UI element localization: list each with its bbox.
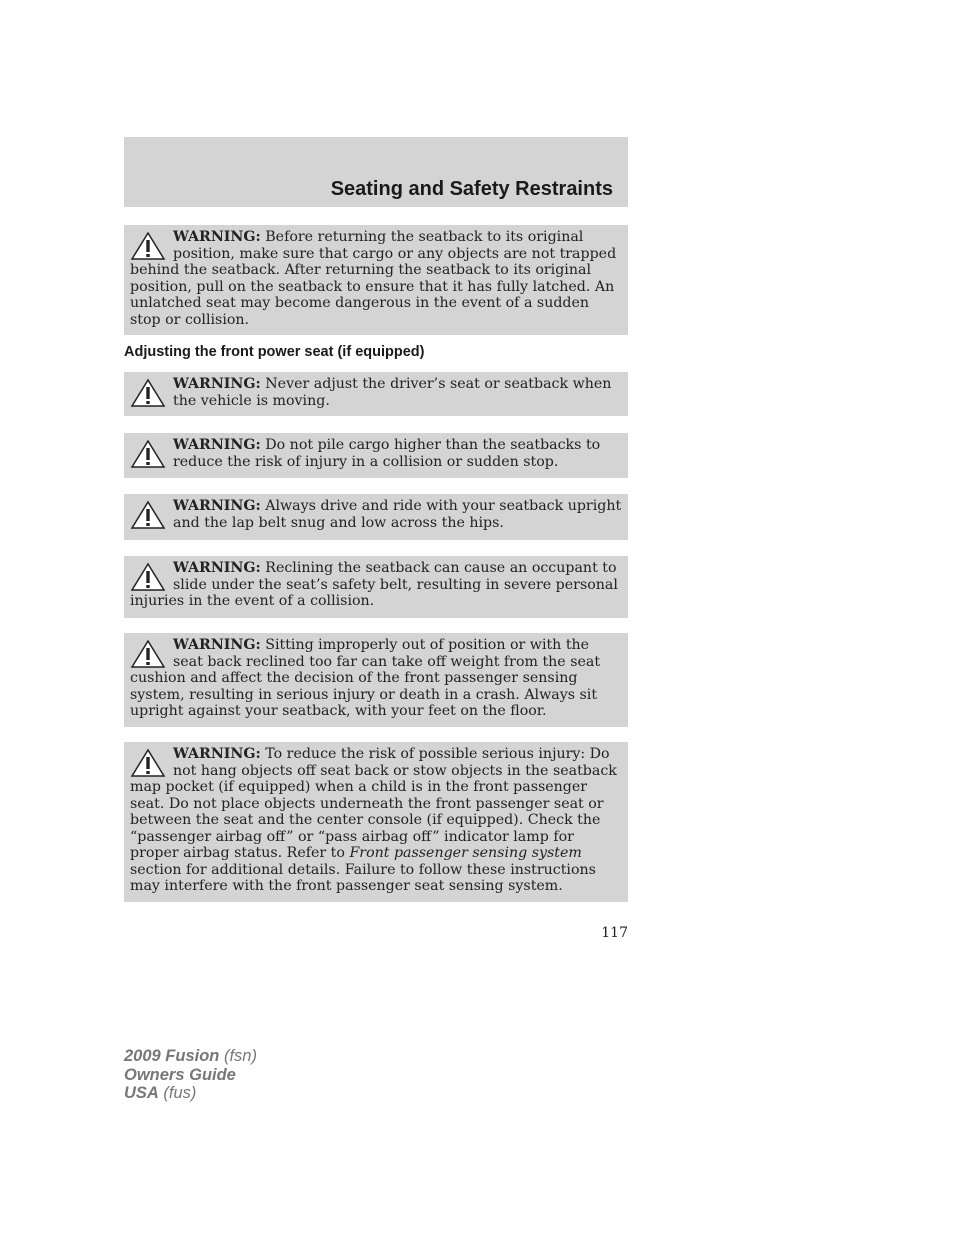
warning-triangle-icon (130, 378, 166, 408)
warning-triangle-icon (130, 748, 166, 778)
warning-box-reclining (124, 556, 628, 618)
section-heading: Adjusting the front power seat (if equipped) (124, 344, 425, 360)
warning-label: WARNING: (173, 746, 261, 762)
warning-label: WARNING: (173, 637, 261, 653)
warning-label: WARNING: (173, 498, 261, 514)
warning-text: Do not pile cargo higher than the seatbacks to reduce the risk of injury in a collision or sudden stop. (173, 437, 601, 470)
warning-text: Before returning the seatback to its original position, make sure that cargo or any objects are not trapped behind the seatback. After returning the seatback to its original position, pull on the seatback to ensure that it has fully latched. An unlatched seat may become dangerous in the event of a sudden stop or collision. (130, 229, 617, 328)
warning-label: WARNING: (173, 376, 261, 392)
warning-text: Sitting improperly out of position or with the seat back reclined too far can take off weight from the seat cushion and affect the decision of the front passenger sensing system, resulting in serious injury or death in a crash. Always sit upright against your seatback, with your feet on the floor. (130, 637, 601, 719)
warning-label: WARNING: (173, 560, 261, 576)
warning-text: Never adjust the driver’s seat or seatback when the vehicle is moving. (173, 376, 612, 409)
warning-triangle-icon (130, 639, 166, 669)
footer-line-model: 2009 Fusion (fsn) (124, 1047, 257, 1065)
warning-box-cargo-height (124, 433, 628, 478)
chapter-header (124, 137, 628, 207)
page-number: 117 (601, 925, 628, 941)
warning-text: Reclining the seatback can cause an occupant to slide under the seat’s safety belt, resulting in severe personal injuries in the event of a collision. (130, 560, 618, 609)
warning-text: Always drive and ride with your seatback upright and the lap belt snug and low across the hips. (173, 498, 622, 531)
warning-triangle-icon (130, 562, 166, 592)
footer-line-guide: Owners Guide (124, 1065, 236, 1084)
document-footer (124, 1047, 257, 1103)
warning-text-continued: section for additional details. Failure to follow these instructions may interfere with the front passenger seat sensing system. (130, 861, 596, 894)
warning-triangle-icon (130, 231, 166, 261)
warning-box-sitting-position (124, 633, 628, 727)
warning-box-seatback-upright (124, 494, 628, 540)
warning-box-seatback-latch (124, 225, 628, 335)
section-reference: Front passenger sensing system (349, 845, 582, 861)
warning-label: WARNING: (173, 437, 261, 453)
warning-text: To reduce the risk of possible serious injury: Do not hang objects off seat back or stow objects in the seatback map pocket (if equipped) when a child is in the front passenger seat. Do not place objects underneath the front passenger seat or between the seat and the center console (if equipped). Check the “passenger airbag off” or “pass airbag off” indicator lamp for proper airbag status. Refer to (130, 746, 617, 861)
warning-label: WARNING: (173, 229, 261, 245)
warning-box-driver-moving (124, 372, 628, 416)
chapter-title: Seating and Safety Restraints (330, 178, 613, 200)
footer-line-market: USA (fus) (124, 1084, 197, 1102)
warning-triangle-icon (130, 500, 166, 530)
warning-box-passenger-seat-objects (124, 742, 628, 902)
warning-triangle-icon (130, 439, 166, 469)
